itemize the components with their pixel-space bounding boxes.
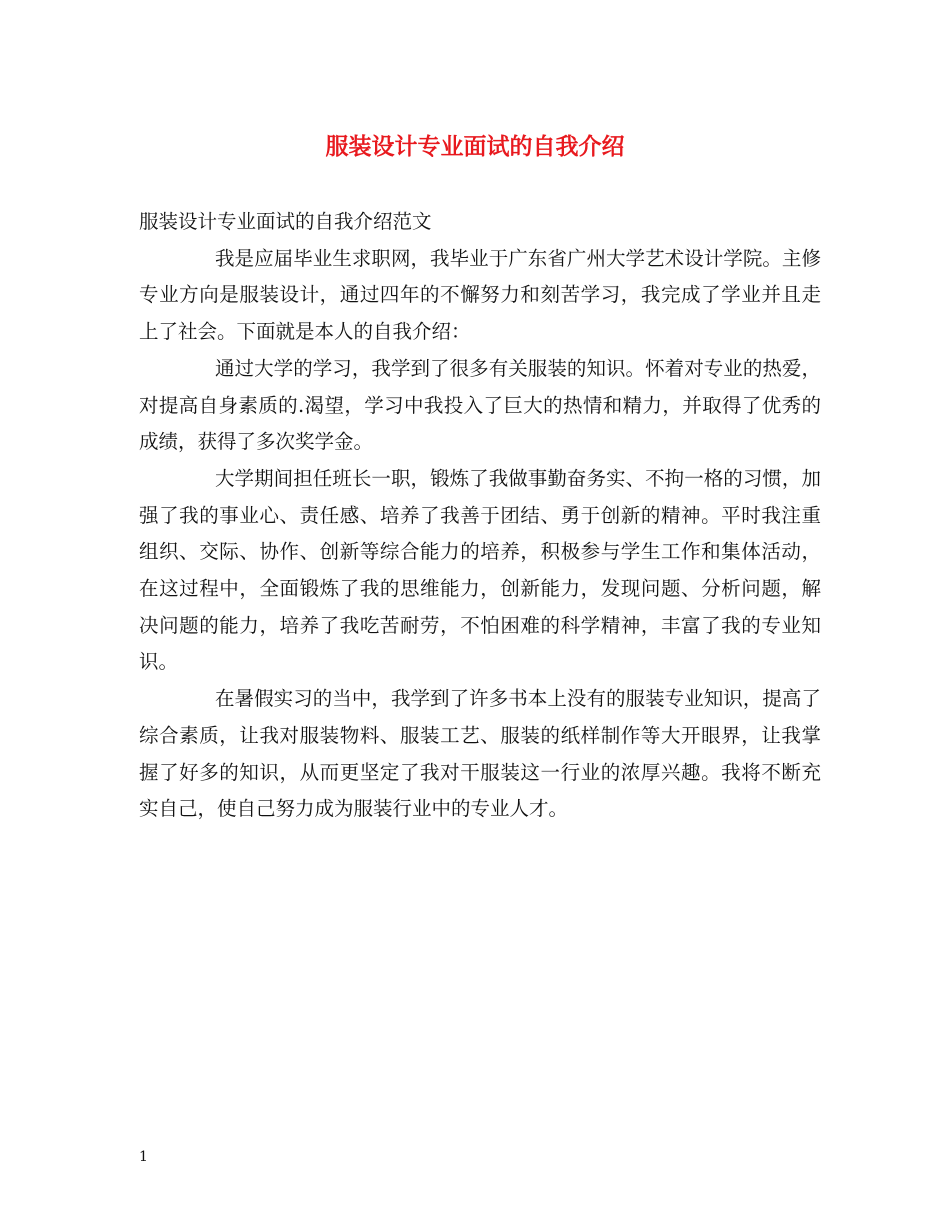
page-number: 1 <box>139 1149 148 1165</box>
paragraph-2: 通过大学的学习，我学到了很多有关服装的知识。怀着对专业的热爱，对提高自身素质的.渴望，学习中我投入了巨大的热情和精力，并取得了优秀的成绩，获得了多次奖学金。 <box>139 356 821 454</box>
paragraph-4: 在暑假实习的当中，我学到了许多书本上没有的服装专业知识，提高了综合素质，让我对服装物料、服装工艺、服装的纸样制作等大开眼界，让我掌握了好多的知识，从而更坚定了我对干服装这一行业的浓厚兴趣。我将不断充实自己，使自己努力成为服装行业中的专业人才。 <box>139 687 821 821</box>
document-title: 服装设计专业面试的自我介绍 <box>325 134 625 160</box>
paragraph-3: 大学期间担任班长一职，锻炼了我做事勤奋务实、不拘一格的习惯，加强了我的事业心、责任感、培养了我善于团结、勇于创新的精神。平时我注重组织、交际、协作、创新等综合能力的培养，积极参与学生工作和集体活动，在这过程中，全面锻炼了我的思维能力，创新能力，发现问题、分析问题，解决问题的能力，培养了我吃苦耐劳，不怕困难的科学精神，丰富了我的专业知识。 <box>139 466 821 674</box>
paragraph-1: 我是应届毕业生求职网，我毕业于广东省广州大学艺术设计学院。主修专业方向是服装设计，通过四年的不懈努力和刻苦学习，我完成了学业并且走上了社会。下面就是本人的自我介绍： <box>139 246 821 344</box>
document-subtitle: 服装设计专业面试的自我介绍范文 <box>139 210 432 233</box>
document-body <box>139 204 821 828</box>
